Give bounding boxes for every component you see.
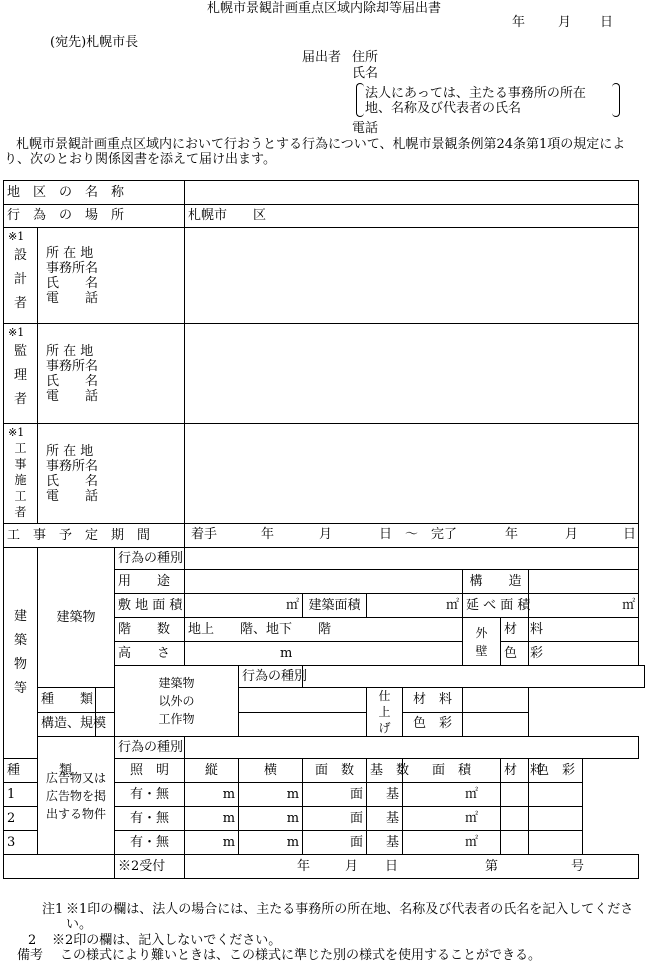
notifier-phone-label: 電話 bbox=[352, 121, 379, 136]
addressee: (宛先)札幌市長 bbox=[50, 35, 139, 50]
building-area-label: 建築面積 bbox=[303, 594, 367, 618]
ad-action-type-label: 行為の種別 bbox=[115, 737, 185, 759]
construction-period-input[interactable]: 着手 年 月 日 〜 完了 年 月 日 bbox=[185, 524, 639, 548]
ad-area-input[interactable]: ㎡ bbox=[403, 831, 501, 855]
building-area-input[interactable]: ㎡ bbox=[367, 594, 463, 618]
ad-kind-header: 種 類 bbox=[4, 759, 38, 783]
floors-label: 階 数 bbox=[115, 618, 185, 642]
use-input[interactable] bbox=[185, 570, 463, 594]
use-label: 用 途 bbox=[115, 570, 185, 594]
building-action-type-input[interactable] bbox=[185, 548, 639, 570]
building-group-label: 建 築 物 等 bbox=[4, 548, 38, 759]
building-action-type-label: 行為の種別 bbox=[115, 548, 185, 570]
finish-color-label: 色 彩 bbox=[403, 712, 463, 737]
ad-row-number: 2 bbox=[4, 807, 38, 831]
ad-action-type-input[interactable] bbox=[185, 737, 639, 759]
ad-faces-input[interactable]: 面 bbox=[303, 831, 367, 855]
supervisor-label: ※1 監 理 者 bbox=[4, 324, 38, 424]
note-1: 注1 ※1印の欄は、法人の場合には、主たる事務所の所在地、名称及び代表者の氏名を記入してください。 bbox=[42, 902, 634, 932]
structure-input[interactable] bbox=[529, 570, 639, 594]
designer-input[interactable] bbox=[185, 228, 639, 324]
construction-period-label: 工 事 予 定 期 間 bbox=[4, 524, 185, 548]
contractor-field-labels: 所 在 地 事務所名 氏 名 電 話 bbox=[38, 424, 185, 524]
notifier-address-label: 住所 bbox=[352, 50, 379, 65]
finish-label: 仕 上 げ bbox=[367, 688, 403, 737]
structure-scale-input[interactable] bbox=[96, 712, 367, 737]
wall-color-input[interactable] bbox=[529, 642, 639, 666]
ad-lighting-header: 照 明 bbox=[115, 759, 185, 783]
other-kind-label: 種 類 bbox=[38, 688, 96, 713]
ad-horizontal-input[interactable]: m bbox=[239, 783, 303, 807]
ad-color-input[interactable] bbox=[529, 831, 583, 855]
floor-area-input[interactable]: ㎡ bbox=[529, 594, 639, 618]
height-input[interactable]: m bbox=[185, 642, 463, 666]
intro-paragraph: 札幌市景観計画重点区域内において行おうとする行為について、札幌市景観条例第24条第1項の規定により、次のとおり関係図書を添えて届け出ます。 bbox=[4, 137, 626, 167]
ad-faces-input[interactable]: 面 bbox=[303, 807, 367, 831]
wall-material-input[interactable] bbox=[529, 618, 639, 642]
ad-area-input[interactable]: ㎡ bbox=[403, 807, 501, 831]
other-structure-label: 建築物 以外の 工作物 bbox=[115, 666, 239, 737]
site-area-input[interactable]: ㎡ bbox=[185, 594, 303, 618]
wall-material-label: 材 料 bbox=[501, 618, 529, 642]
ad-vertical-header: 縦 bbox=[185, 759, 239, 783]
ad-color-header: 色 彩 bbox=[529, 759, 583, 783]
contractor-input[interactable] bbox=[185, 424, 639, 524]
other-action-type-input[interactable] bbox=[303, 666, 645, 688]
floors-input[interactable]: 地上 階、地下 階 bbox=[185, 618, 463, 642]
receipt-input: 年 月 日 第 号 bbox=[185, 855, 639, 879]
ad-lighting-choice[interactable]: 有・無 bbox=[115, 831, 185, 855]
structure-label: 構 造 bbox=[463, 570, 529, 594]
corp-note-line2: 地、名称及び代表者の氏名 bbox=[365, 101, 522, 116]
note-2-text: ※2印の欄は、記入しないでください。 bbox=[52, 933, 282, 948]
structure-scale-label: 構造、規模 bbox=[38, 712, 96, 737]
ad-material-input[interactable] bbox=[501, 807, 529, 831]
designer-label: ※1 設 計 者 bbox=[4, 228, 38, 324]
finish-material-input[interactable] bbox=[463, 688, 529, 713]
contractor-label: ※1 工 事 施 工 者 bbox=[4, 424, 38, 524]
date-month-label: 月 bbox=[558, 15, 572, 30]
receipt-blank bbox=[4, 855, 115, 879]
notifier-label: 届出者 bbox=[302, 50, 342, 65]
corp-note-line1: 法人にあっては、主たる事務所の所在 bbox=[365, 86, 586, 101]
supervisor-input[interactable] bbox=[185, 324, 639, 424]
ad-area-header: 面 積 bbox=[403, 759, 501, 783]
ad-faces-header: 面 数 bbox=[303, 759, 367, 783]
remark-label: 備考 bbox=[17, 948, 44, 963]
ad-row-number: 3 bbox=[4, 831, 38, 855]
ad-lighting-choice[interactable]: 有・無 bbox=[115, 783, 185, 807]
corp-note-right-bracket bbox=[612, 83, 620, 117]
ad-horizontal-input[interactable]: m bbox=[239, 807, 303, 831]
finish-color-input[interactable] bbox=[463, 712, 529, 737]
ad-material-input[interactable] bbox=[501, 831, 529, 855]
remark-text: この様式により難いときは、この様式に準じた別の様式を使用することができる。 bbox=[60, 948, 542, 963]
date-year-label: 年 bbox=[512, 15, 526, 30]
ad-bases-input[interactable]: 基 bbox=[367, 807, 403, 831]
ad-bases-input[interactable]: 基 bbox=[367, 831, 403, 855]
height-label: 高 さ bbox=[115, 642, 185, 666]
ad-row-number: 1 bbox=[4, 783, 38, 807]
other-action-type-label: 行為の種別 bbox=[239, 666, 303, 688]
exterior-wall-label: 外 壁 bbox=[463, 618, 501, 666]
ad-bases-input[interactable]: 基 bbox=[367, 783, 403, 807]
site-label: 行 為 の 場 所 bbox=[4, 205, 185, 228]
ad-lighting-choice[interactable]: 有・無 bbox=[115, 807, 185, 831]
finish-material-label: 材 料 bbox=[403, 688, 463, 713]
ad-vertical-input[interactable]: m bbox=[185, 831, 239, 855]
district-name-input[interactable] bbox=[185, 181, 639, 205]
ad-material-input[interactable] bbox=[501, 783, 529, 807]
ad-vertical-input[interactable]: m bbox=[185, 783, 239, 807]
site-input[interactable]: 札幌市 区 bbox=[185, 205, 639, 228]
ad-color-input[interactable] bbox=[529, 807, 583, 831]
site-area-label: 敷 地 面 積 bbox=[115, 594, 185, 618]
building-label: 建築物 bbox=[38, 548, 115, 688]
date-day-label: 日 bbox=[600, 15, 614, 30]
receipt-label: ※2受付 bbox=[115, 855, 185, 879]
ad-horizontal-header: 横 bbox=[239, 759, 303, 783]
ad-bases-header: 基 数 bbox=[367, 759, 403, 783]
notification-form-table bbox=[3, 180, 645, 879]
corp-note-left-bracket bbox=[356, 83, 364, 117]
wall-color-label: 色 彩 bbox=[501, 642, 529, 666]
ad-faces-input[interactable]: 面 bbox=[303, 783, 367, 807]
ad-group-label: 広告物又は 広告物を掲 出する物件 bbox=[38, 737, 115, 855]
ad-horizontal-input[interactable]: m bbox=[239, 831, 303, 855]
designer-field-labels: 所 在 地 事務所名 氏 名 電 話 bbox=[38, 228, 185, 324]
notifier-name-label: 氏名 bbox=[352, 66, 379, 81]
ad-vertical-input[interactable]: m bbox=[185, 807, 239, 831]
other-kind-input[interactable] bbox=[96, 688, 367, 713]
ad-color-input[interactable] bbox=[529, 783, 583, 807]
supervisor-field-labels: 所 在 地 事務所名 氏 名 電 話 bbox=[38, 324, 185, 424]
district-name-label: 地 区 の 名 称 bbox=[4, 181, 185, 205]
note-2-label: 2 bbox=[28, 933, 37, 948]
floor-area-label: 延 べ 面 積 bbox=[463, 594, 529, 618]
ad-area-input[interactable]: ㎡ bbox=[403, 783, 501, 807]
form-title: 札幌市景観計画重点区域内除却等届出書 bbox=[206, 1, 441, 16]
ad-material-header: 材 料 bbox=[501, 759, 529, 783]
